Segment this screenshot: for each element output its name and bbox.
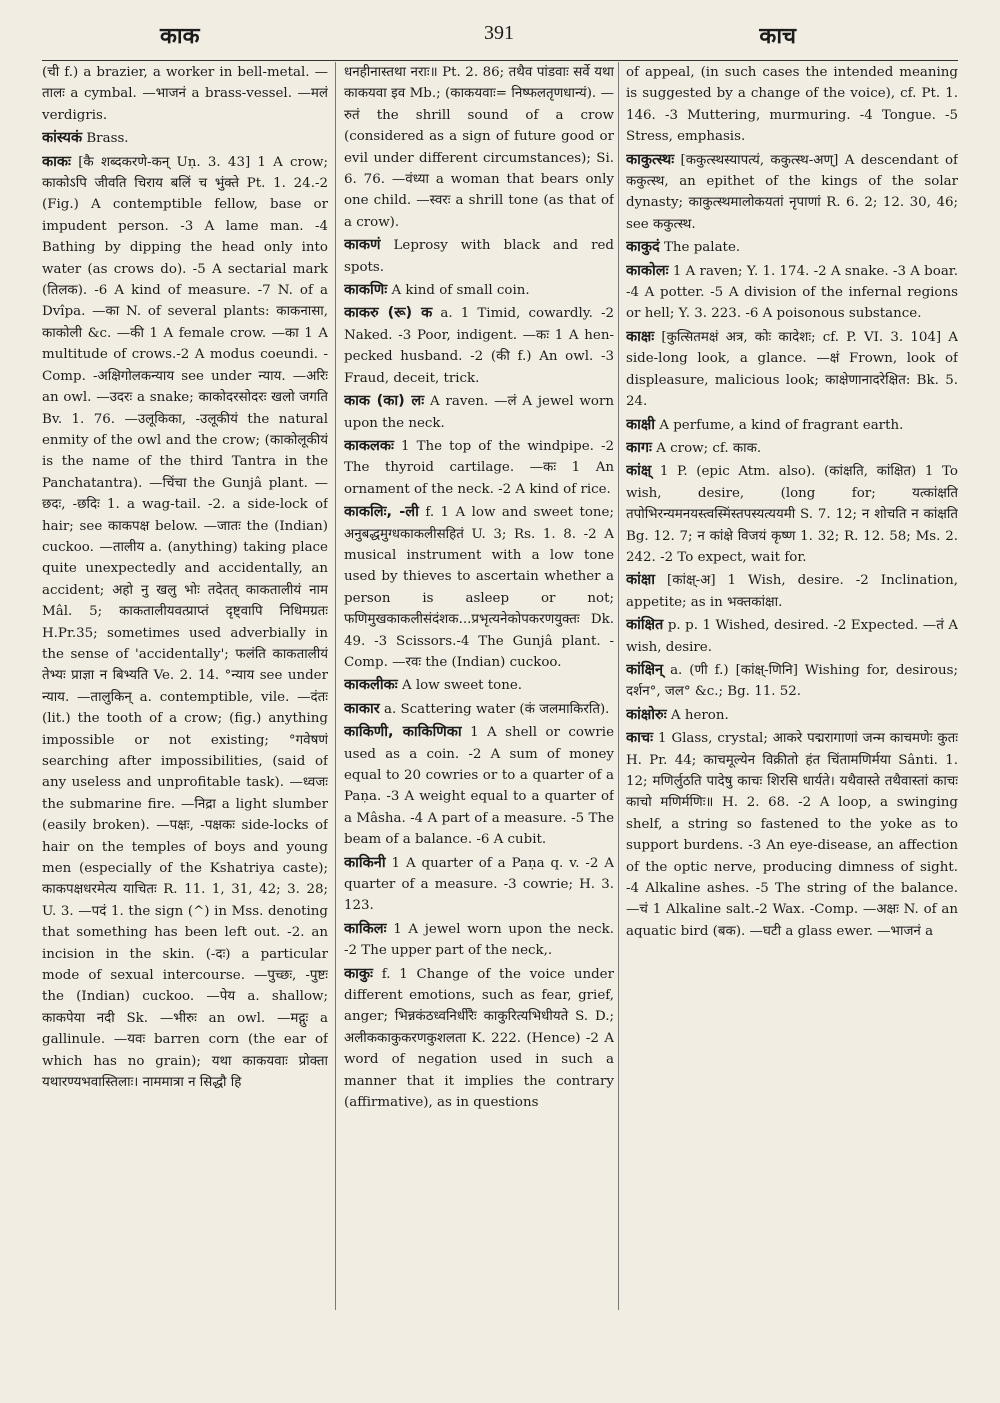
entry-headword: काकुत्स्थः [626, 151, 675, 168]
entry-definition: [कुत्सितमक्षं अत्र, कोः कादेशः; cf. P. VI. 3. 104] A side-long look, a glance. —क्षं Frown, look of displeasure, malicious look; काक्षेणानादरेक्षित: Bk. 5. 24. [626, 329, 958, 410]
entry-headword: काकणिः [344, 282, 388, 299]
dictionary-entry [626, 150, 958, 236]
entry-definition: [ककुत्स्थस्यापत्यं, ककुत्स्थ-अण्] A descendant of ककुत्स्थ, an epithet of the kings of the solar dynasty; काकुत्स्थमालोकयतां नृपाणां R. 6. 2; 12. 30, 46; see ककुत्स्थ. [626, 152, 958, 232]
entry-definition: of appeal, (in such cases the intended meaning is suggested by a change of the voice), cf. Pt. 1. 146. -3 Muttering, murmuring. -4 Tongue. -5 Stress, emphasis. [626, 65, 958, 145]
dictionary-entry [344, 919, 614, 962]
entry-headword: काकिनी [344, 854, 386, 871]
entry-definition: Leprosy with black and red spots. [344, 238, 614, 275]
entry-definition: 1 A jewel worn upon the neck. -2 The upper part of the neck,. [344, 921, 614, 959]
dictionary-entry [344, 853, 614, 917]
entry-headword: काक (का) लः [344, 393, 425, 410]
column-3 [626, 62, 958, 1310]
entry-headword: कांक्षित [626, 617, 664, 634]
entry-definition: [कै शब्दकरणे-कन् Uṇ. 3. 43] 1 A crow; काकोऽपि जीवति चिराय बलिं च भुंक्ते Pt. 1. 24.-2 (Fig.) A contemptible fellow, base or impudent person. -3 A lame man. -4 Bathing by dipping the head only into water (as crows do). -5 A sectarial mark (तिलक). -6 A kind of measure. -7 N. of a Dvîpa. —का N. of several plants: काकनासा, काकोली &c. —की 1 A female crow. —का 1 A multitude of crows.-2 A modus coeundi. -Comp. -अक्षिगोलकन्याय see under न्याय. —अरिः an owl. —उदरः a snake; काकोदरसोदरः खलो जगति Bv. 1. 76. —उलूकिका, -उलूकीयं the natural enmity of the owl and the crow; (काकोलूकीयं is the name of the third Tantra in the Panchatantra). —चिंचा the Gunjâ plant. —छदः, -छदिः 1. a wag-tail. -2. a side-lock of hair; see काकपक्ष below. —जातः the (Indian) cuckoo. —तालीय a. (anything) taking place quite unexpectedly and accidentally, an accident; अहो नु खलु भोः तदेतत् काकतालीयं नाम Mâl. 5; काकतालीयवत्प्राप्तं दृष्ट्वापि निधिमग्रतः H.Pr.35; sometimes used adverbially in the sense of 'accidentally'; फलंति काकतालीयं तेभ्यः प्राज्ञा न बिभ्यति Ve. 2. 14. °न्याय see under न्याय. —तालुकिन् a. contemptible, vile. —दंतः (lit.) the tooth of a crow; (fig.) anything impossible or not existing; °गवेषणं searching after impossibilities, (said of any useless and unprofitable task). —ध्वजः the submarine fire. —निद्रा a light slumber (easily broken). —पक्षः, -पक्षकः side-locks of hair on the temples of boys and young men (especially of the Kshatriya caste); काकपक्षधरमेत्य याचितः R. 11. 1, 31, 42; 3. 28; U. 3. —पदं 1. the sign (^) in Mss. denoting that something has been left out. -2. an incision in the skin. (-दः) a particular mode of sexual intercourse. —पुच्छः, -पुष्टः the (Indian) cuckoo. —पेय a. shallow; काकपेया नदी Sk. —भीरुः an owl. —मद्गुः a gallinule. —यवः barren corn (the ear of which has no grain); यथा काकयवाः प्रोक्ता यथारण्यभवास्तिलाः। नाममात्रा न सिद्धौ हि [42, 154, 328, 1091]
dictionary-entry [344, 235, 614, 278]
dictionary-entry [42, 152, 328, 1094]
entry-headword: काकार [344, 700, 380, 717]
entry-headword: कांक्षा [626, 572, 656, 589]
entry-definition: A raven. —लं A jewel worn upon the neck. [344, 394, 614, 431]
dictionary-entry [626, 570, 958, 613]
entry-definition: A crow; cf. काक. [656, 440, 762, 456]
dictionary-entry [626, 660, 958, 703]
dictionary-entry [626, 705, 958, 726]
entry-headword: कांस्यकं [42, 130, 83, 147]
entry-definition: A perfume, a kind of fragrant earth. [659, 417, 904, 433]
entry-definition: 1 P. (epic Atm. also). (कांक्षति, कांक्षित) 1 To wish, desire, (long for; यत्कांक्षति तपोभिरन्यमनयस्त्वस्मिंस्तपस्यत्ययमी S. 7. 12; न शोचति न कांक्षति Bg. 12. 7; न कांक्षे विजयं कृष्ण 1. 32; R. 12. 58; Ms. 2. 242. -2 To expect, wait for. [626, 464, 958, 565]
entry-definition: f. 1 A low and sweet tone; अनुबद्धमुग्धकाकलीसहितं U. 3; Rs. 1. 8. -2 A musical instrument with a low tone used by thieves to ascertain whether a person is asleep or not; फणिमुखकाकलीसंदंशक...प्रभृत्यनेकोपकरणयुक्तः Dk. 49. -3 Scissors.-4 The Gunjâ plant. -Comp. —रवः the (Indian) cuckoo. [344, 505, 614, 670]
entry-definition: a. Scattering water (कं जलमाकिरति). [383, 701, 610, 717]
dictionary-columns [42, 62, 958, 1310]
entry-definition: f. 1 Change of the voice under different emotions, such as fear, grief, anger; भिन्नकंठध्वनिर्धीरैः काकुरित्यभिधीयते S. D.; अलीककाकुकरणकुशलता K. 222. (Hence) -2 A word of negation used in such a manner that it implies the contrary (affirmative), as in questions [344, 966, 614, 1111]
entry-headword: काक्षः [626, 328, 655, 345]
dictionary-entry [344, 699, 614, 720]
entry-definition: 1 Glass, crystal; आकरे पद्मरागाणां जन्म काचमणेः कुतः H. Pr. 44; काचमूल्येन विक्रीतो हंत चिंतामणिर्मया Sânti. 1. 12; मणिर्लुठति पादेषु काचः शिरसि धार्यते। यथैवास्ते तथैवास्तां काचः काचो मणिर्मणिः॥ H. 2. 68. -2 A loop, a swinging shelf, a string so fastened to the yoke as to support burdens. -3 An eye-disease, an affection of the optic nerve, producing dimness of sight. -4 Alkaline ashes. -5 The string of the balance. —चं 1 Alkaline salt.-2 Wax. -Comp. —अक्षः N. of an aquatic bird (बक). —घटी a glass ewer. —भाजनं a [626, 731, 958, 939]
dictionary-entry [344, 62, 614, 233]
entry-definition: [कांक्ष्-अ] 1 Wish, desire. -2 Inclination, appetite; as in भक्तकांक्षा. [626, 573, 958, 610]
page-number: 391 [484, 22, 514, 44]
dictionary-entry [344, 303, 614, 389]
right-running-headword: काच [759, 24, 796, 49]
entry-definition: a. (णी f.) [कांक्ष्-णिनि] Wishing for, desirous; दर्शन°, जल° &c.; Bg. 11. 52. [626, 662, 958, 700]
entry-definition: A low sweet tone. [401, 678, 523, 694]
entry-headword: काकिणी, काकिणिका [344, 724, 462, 741]
entry-definition: Brass. [86, 131, 129, 147]
entry-definition: (ची f.) a brazier, a worker in bell-metal. —तालः a cymbal. —भाजनं a brass-vessel. —मलं verdigris. [42, 65, 328, 123]
entry-headword: काचः [626, 730, 654, 747]
dictionary-entry [344, 964, 614, 1114]
dictionary-entry [626, 461, 958, 568]
entry-definition: 1 A raven; Y. 1. 174. -2 A snake. -3 A boar. -4 A potter. -5 A division of the infernal regions or hell; Y. 3. 223. -6 A poisonous substance. [626, 263, 958, 322]
entry-headword: काकिलः [344, 920, 387, 937]
entry-definition: A heron. [670, 707, 729, 723]
entry-headword: काकणं [344, 237, 381, 254]
entry-headword: काकरु (रू) क [344, 305, 433, 322]
entry-definition: A kind of small coin. [391, 283, 530, 299]
dictionary-entry [626, 327, 958, 413]
entry-definition: धनहीनास्तथा नराः॥ Pt. 2. 86; तथैव पांडवाः सर्वे यथा काकयवा इव Mb.; (काकयवाः= निष्फलतृणधान्यं). —रुतं the shrill sound of a crow (considered as a sign of future good or evil under different circumstances); Si. 6. 76. —वंध्या a woman that bears only one child. —स्वरः a shrill tone (as that of a crow). [344, 65, 614, 230]
entry-headword: काकलकः [344, 437, 394, 454]
entry-headword: कांक्ष् [626, 463, 652, 480]
dictionary-entry [626, 615, 958, 658]
dictionary-entry [626, 438, 958, 459]
page-header [42, 14, 958, 61]
entry-headword: काकोलः [626, 262, 669, 279]
entry-headword: काकलिः, -ली [344, 504, 419, 521]
column-1 [42, 62, 328, 1310]
dictionary-entry [626, 237, 958, 258]
left-running-headword: काक [160, 24, 200, 49]
entry-headword: कांक्षिन् [626, 661, 664, 678]
entry-definition: a. 1 Timid, cowardly. -2 Naked. -3 Poor, indigent. —कः 1 A hen-pecked husband. -2 (की f.) An owl. -3 Fraud, deceit, trick. [344, 306, 614, 386]
entry-headword: काकुदं [626, 239, 660, 256]
dictionary-entry [344, 722, 614, 850]
entry-headword: काकः [42, 153, 71, 170]
entry-headword: काकलीकः [344, 677, 398, 694]
dictionary-entry [344, 502, 614, 673]
column-divider [335, 62, 336, 1310]
entry-headword: कांक्षोरुः [626, 706, 667, 723]
entry-headword: काक्षी [626, 416, 656, 433]
entry-definition: p. p. 1 Wished, desired. -2 Expected. —तं A wish, desire. [626, 618, 958, 655]
dictionary-entry [344, 280, 614, 301]
dictionary-entry [626, 415, 958, 436]
dictionary-entry [626, 62, 958, 148]
dictionary-entry [344, 675, 614, 696]
dictionary-entry [344, 391, 614, 434]
column-2 [344, 62, 614, 1310]
entry-definition: 1 A shell or cowrie used as a coin. -2 A sum of money equal to 20 cowries or to a quarter of a Paṇa. -3 A weight equal to a quarter of a Mâsha. -4 A part of a measure. -5 The beam of a balance. -6 A cubit. [344, 725, 614, 848]
dictionary-entry [42, 62, 328, 126]
dictionary-entry [626, 728, 958, 942]
entry-headword: काकुः [344, 965, 373, 982]
entry-definition: 1 The top of the windpipe. -2 The thyroid cartilage. —कः 1 An ornament of the neck. -2 A kind of rice. [344, 438, 614, 497]
dictionary-entry [344, 436, 614, 500]
dictionary-entry [626, 261, 958, 325]
column-divider [618, 62, 619, 1310]
entry-definition: The palate. [664, 240, 741, 256]
entry-definition: 1 A quarter of a Paṇa q. v. -2 A quarter of a measure. -3 cowrie; H. 3. 123. [344, 855, 614, 914]
entry-headword: कागः [626, 439, 652, 456]
dictionary-entry [42, 128, 328, 149]
